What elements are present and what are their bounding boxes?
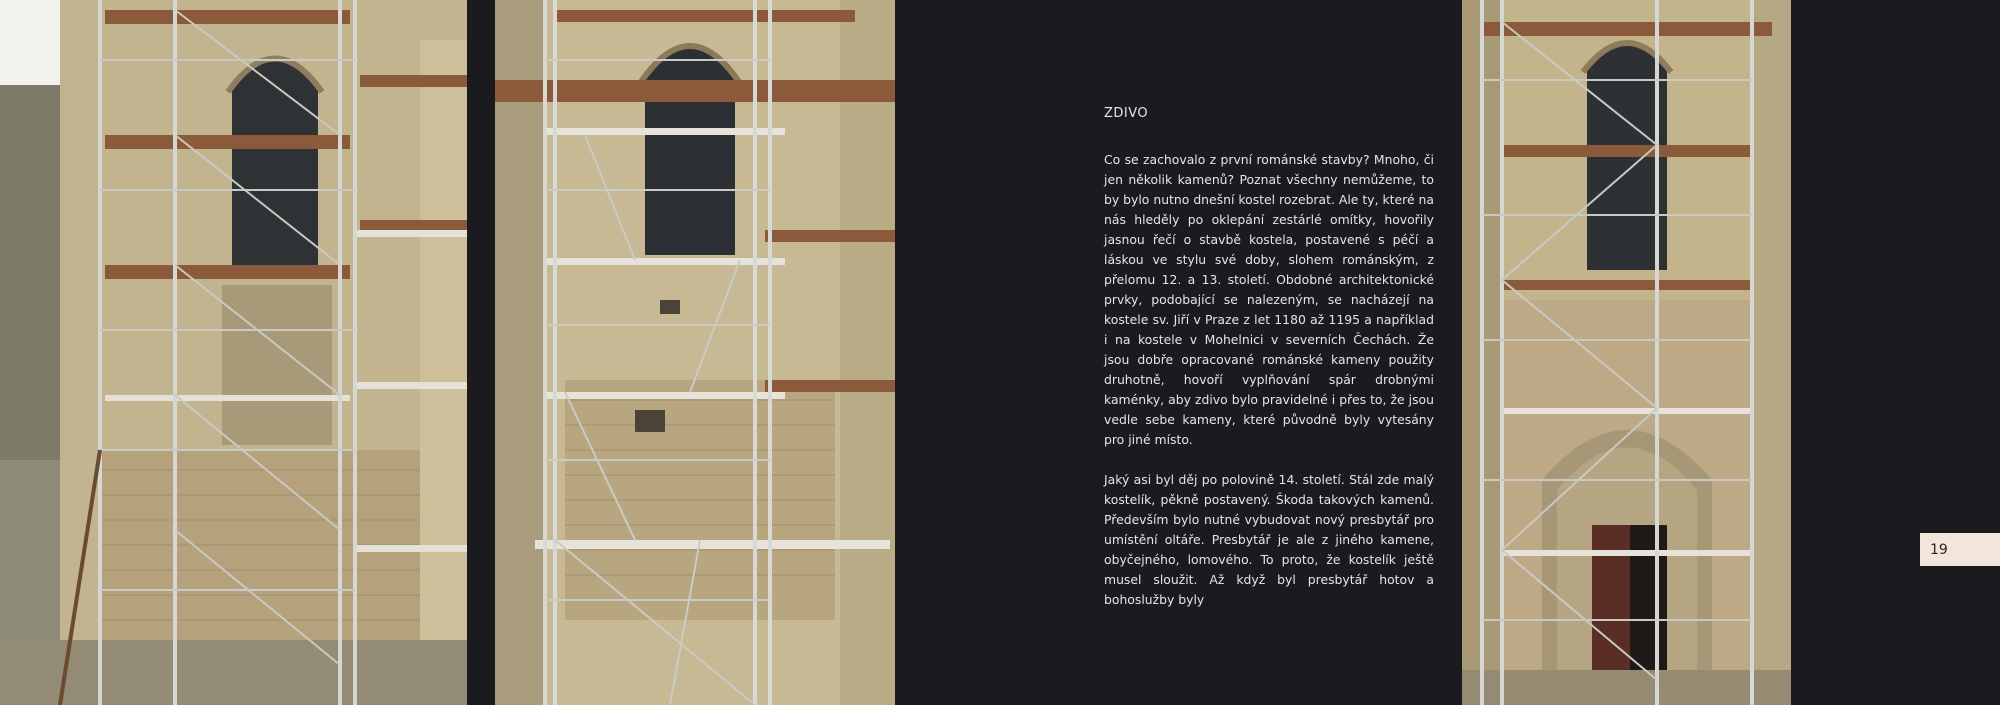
text-column (1104, 104, 1434, 630)
photo-facade-scaffolding-left (0, 0, 467, 705)
page-number-label: 19 (1930, 541, 1948, 558)
paragraph-2: Jaký asi byl děj po polovině 14. století. Stál zde malý kostelík, pěkně postavený. Škoda takových kamenů. Především bylo nutné vybudovat nový presbytář pro umístění oltáře. Presbytář je ale z jiného kamene, obyčejného, lomového. To proto, že kostelík ještě musel sloužit. Až když byl presbytář hotov a bohoslužby byly (1104, 472, 1434, 607)
paragraph-1: Co se zachovalo z první románské stavby? Mnoho, či jen několik kamenů? Poznat všechny nemůžeme, to by bylo nutno dnešní kostel rozebrat. Ale ty, které na nás hleděly po oklepání zestárlé omítky, hovořily jasnou řečí o stavbě kostela, postavené s péčí a láskou ve stylu své doby, slohem románským, z přelomu 12. a 13. století. Obdobné architektonické prvky, podobající se nalezeným, se nacházejí na kostele sv. Jiří v Praze z let 1180 až 1195 a například i na kostele v Mohelnici v severních Čechách. Že jsou dobře opracované románské kameny použity druhotně, hovoří vyplňování spár drobnými kaménky, aby zdivo bylo pravidelné i přes to, že jsou vedle sebe kameny, které původně byly vytesány pro jiné místo. (1104, 152, 1434, 447)
section-heading: ZDIVO (1104, 106, 1149, 121)
photo-portal-scaffolding-right (1462, 0, 1791, 705)
photo-facade-scaffolding-center (495, 0, 895, 705)
page-number (1920, 533, 2000, 566)
